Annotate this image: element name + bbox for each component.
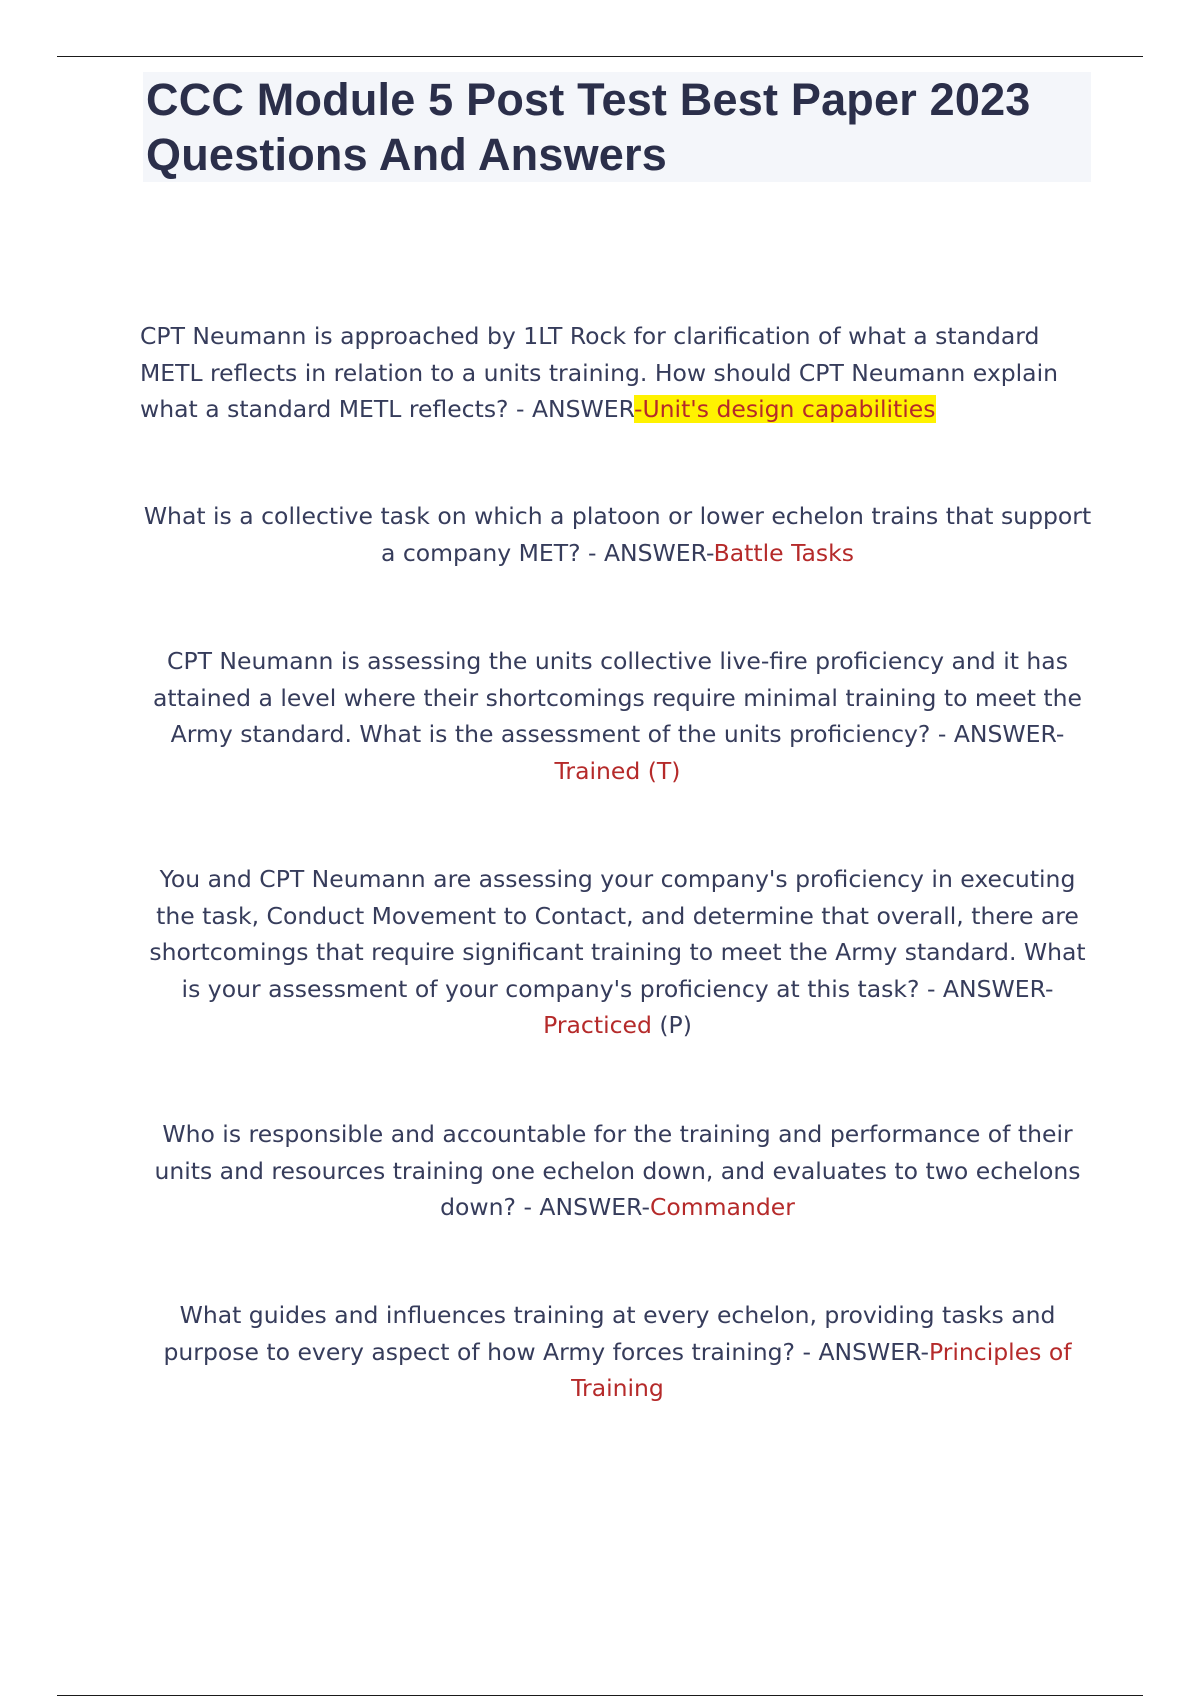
question-text: You and CPT Neumann are assessing your company's proficiency in executing the task, Conduct Movement to Contact, and determine that overall, there are shortcomings that require significant training to meet the Army standard. What is your assessment of your company's proficiency at this task? - ANSWER- [149,865,1086,1003]
qa-item [140,1297,1095,1407]
answer-text: Commander [649,1193,795,1221]
answer-text: Trained (T) [554,756,681,785]
qa-item [140,643,1095,789]
answer-text: Principles of Training [571,1337,1072,1402]
document-title: CCC Module 5 Post Test Best Paper 2023 Questions And Answers [146,74,1031,180]
bottom-rule [57,1695,1143,1696]
question-text: CPT Neumann is assessing the units collective live-fire proficiency and it has attained a level where their shortcomings require minimal training to meet the Army standard. What is the assessment of the units proficiency? - ANSWER- [152,647,1082,748]
title-banner [143,72,1091,182]
top-rule [57,56,1143,57]
qa-item [140,861,1095,1044]
qa-item [140,1116,1095,1226]
answer-text: Battle Tasks [713,538,855,567]
qa-item [140,318,1095,428]
answer-suffix: (P) [651,1011,692,1039]
question-text: What is a collective task on which a platoon or lower echelon trains that support a company MET? - ANSWER- [143,502,1092,567]
answer-text: -Unit's design capabilities [633,395,936,423]
question-text: Who is responsible and accountable for the training and performance of their units and resources training one echelon down, and evaluates to two echelons down? - ANSWER- [154,1120,1081,1221]
answer-text: Practiced [543,1011,652,1039]
qa-item [140,498,1095,571]
question-text: What guides and influences training at every echelon, providing tasks and purpose to every aspect of how Army forces training? - ANSWER- [163,1301,1056,1366]
question-text: CPT Neumann is approached by 1LT Rock for clarification of what a standard METL reflects in relation to a units training. How should CPT Neumann explain what a standard METL reflects? - ANSWER [140,322,1058,423]
